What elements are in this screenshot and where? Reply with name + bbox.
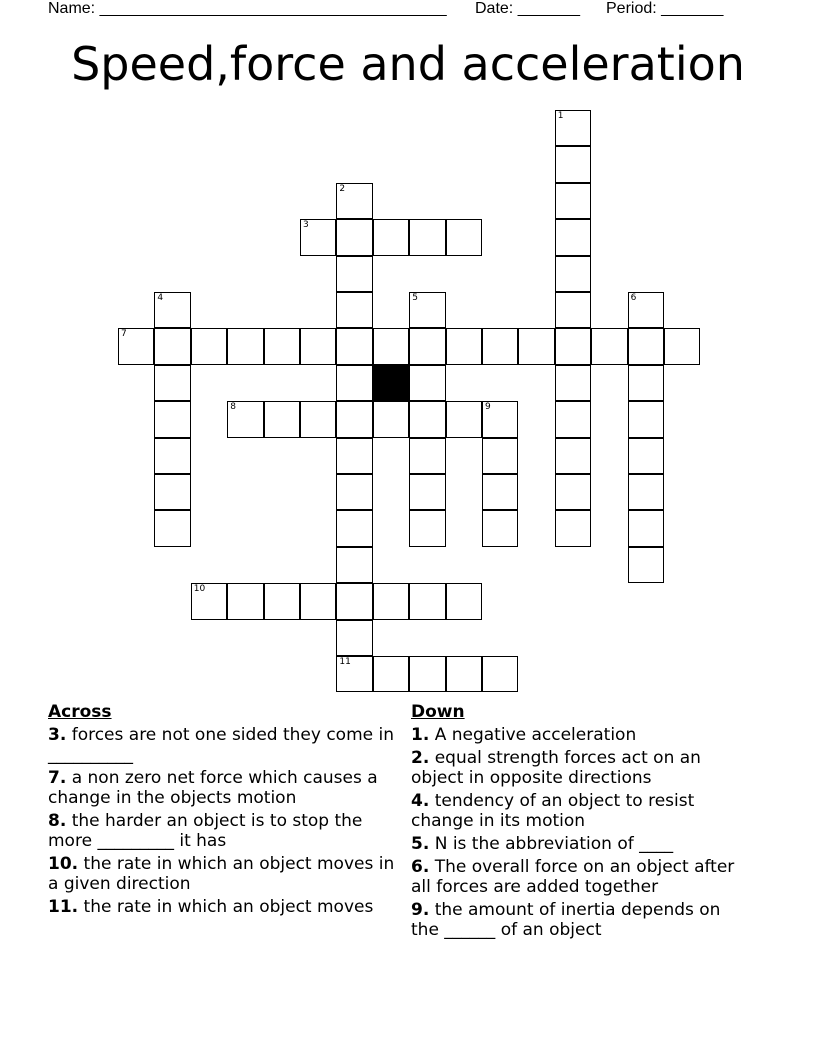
grid-cell[interactable] (446, 219, 482, 255)
grid-cell[interactable] (555, 219, 591, 255)
grid-cell[interactable] (154, 328, 190, 364)
grid-cell[interactable] (555, 401, 591, 437)
clue-text: forces are not one sided they come in __________ (48, 725, 395, 765)
grid-cell[interactable] (555, 365, 591, 401)
date-field[interactable]: Date: _______ (475, 0, 580, 17)
across-heading: Across (48, 702, 112, 722)
clue-text: N is the abbreviation of ____ (434, 834, 674, 854)
clue-text: A negative acceleration (434, 725, 637, 745)
grid-cell[interactable] (628, 365, 664, 401)
grid-cell[interactable] (591, 328, 627, 364)
grid-cell[interactable] (446, 656, 482, 692)
grid-cell[interactable] (336, 547, 372, 583)
grid-cell[interactable] (336, 256, 372, 292)
grid-cell[interactable] (264, 401, 300, 437)
grid-cell[interactable] (482, 401, 518, 437)
page-title: Speed,force and acceleration (71, 37, 745, 91)
clue-number: 11. (48, 897, 79, 917)
grid-cell[interactable] (555, 146, 591, 182)
grid-cell[interactable] (628, 292, 664, 328)
grid-cell[interactable] (555, 438, 591, 474)
clue-number-label: 9 (485, 402, 491, 413)
clue-item (411, 834, 751, 854)
grid-cell[interactable] (336, 620, 372, 656)
grid-cell[interactable] (409, 583, 445, 619)
black-cell (373, 365, 409, 401)
grid-cell[interactable] (628, 438, 664, 474)
grid-cell[interactable] (118, 328, 154, 364)
grid-cell[interactable] (628, 328, 664, 364)
clue-number: 4. (411, 791, 430, 811)
clue-item (411, 725, 751, 745)
clue-text: the rate in which an object moves in a given direction (48, 854, 395, 894)
grid-cell[interactable] (446, 401, 482, 437)
grid-cell[interactable] (446, 583, 482, 619)
clue-number-label: 8 (230, 402, 236, 413)
grid-cell[interactable] (409, 474, 445, 510)
grid-cell[interactable] (409, 656, 445, 692)
grid-cell[interactable] (555, 256, 591, 292)
grid-cell[interactable] (336, 219, 372, 255)
clue-number: 1. (411, 725, 430, 745)
grid-cell[interactable] (264, 583, 300, 619)
grid-cell[interactable] (555, 474, 591, 510)
clue-item (411, 900, 751, 940)
grid-cell[interactable] (154, 438, 190, 474)
clue-number-label: 4 (157, 293, 164, 303)
grid-cell[interactable] (300, 583, 336, 619)
grid-cell[interactable] (409, 292, 445, 328)
grid-cell[interactable] (264, 328, 300, 364)
clue-text: the rate in which an object moves (83, 897, 374, 917)
clue-text: the amount of inertia depends on the ______ of an object (411, 900, 721, 940)
clue-item (48, 725, 398, 765)
grid-cell[interactable] (446, 328, 482, 364)
grid-cell[interactable] (482, 656, 518, 692)
grid-cell[interactable] (555, 510, 591, 546)
grid-cell[interactable] (336, 510, 372, 546)
grid-cell[interactable] (336, 183, 372, 219)
grid-cell[interactable] (336, 328, 372, 364)
grid-cell[interactable] (300, 328, 336, 364)
grid-cell[interactable] (482, 474, 518, 510)
clue-number: 7. (48, 768, 67, 788)
grid-cell[interactable] (336, 583, 372, 619)
clue-text: the harder an object is to stop the more _________ it has (48, 811, 363, 851)
across-clues (48, 702, 398, 920)
clue-number: 5. (411, 834, 430, 854)
grid-cell[interactable] (336, 401, 372, 437)
clue-number-label: 3 (303, 220, 309, 231)
grid-cell[interactable] (628, 510, 664, 546)
grid-cell[interactable] (154, 474, 190, 510)
clue-text: The overall force on an object after all forces are added together (411, 857, 735, 897)
clue-number: 8. (48, 811, 67, 831)
clue-number-label: 6 (630, 293, 637, 303)
grid-cell[interactable] (300, 219, 336, 255)
clue-number-label: 11 (339, 657, 351, 667)
grid-cell[interactable] (336, 365, 372, 401)
grid-cell[interactable] (154, 510, 190, 546)
grid-cell[interactable] (154, 365, 190, 401)
clue-item (411, 748, 751, 788)
grid-cell[interactable] (409, 510, 445, 546)
grid-cell[interactable] (336, 656, 372, 692)
grid-cell[interactable] (409, 219, 445, 255)
grid-cell[interactable] (227, 328, 263, 364)
clue-item (48, 897, 398, 917)
grid-cell[interactable] (555, 183, 591, 219)
grid-cell[interactable] (409, 328, 445, 364)
grid-cell[interactable] (518, 328, 554, 364)
clue-number-label: 10 (193, 584, 206, 595)
clue-number: 10. (48, 854, 79, 874)
grid-cell[interactable] (409, 365, 445, 401)
clue-text: a non zero net force which causes a change in the objects motion (48, 768, 378, 808)
grid-cell[interactable] (373, 401, 409, 437)
grid-cell[interactable] (373, 583, 409, 619)
grid-cell[interactable] (336, 438, 372, 474)
clue-number: 6. (411, 857, 430, 877)
grid-cell[interactable] (555, 328, 591, 364)
clue-item (48, 768, 398, 808)
grid-cell[interactable] (300, 401, 336, 437)
clue-number-label: 2 (339, 183, 346, 194)
grid-cell[interactable] (628, 401, 664, 437)
grid-cell[interactable] (628, 547, 664, 583)
grid-cell[interactable] (482, 510, 518, 546)
down-clues (411, 702, 751, 943)
grid-cell[interactable] (191, 328, 227, 364)
grid-cell[interactable] (336, 292, 372, 328)
clue-number: 2. (411, 748, 430, 768)
clue-item (411, 791, 751, 831)
grid-cell[interactable] (664, 328, 700, 364)
clue-text: tendency of an object to resist change in its motion (411, 791, 695, 831)
grid-cell[interactable] (373, 219, 409, 255)
clue-number-label: 7 (121, 329, 127, 340)
grid-cell[interactable] (482, 328, 518, 364)
grid-cell[interactable] (191, 583, 227, 619)
clue-item (48, 811, 398, 851)
clue-number-label: 5 (412, 293, 418, 303)
grid-cell[interactable] (227, 401, 263, 437)
grid-cell[interactable] (336, 474, 372, 510)
grid-cell[interactable] (409, 401, 445, 437)
period-field[interactable]: Period: _______ (606, 0, 724, 17)
grid-cell[interactable] (373, 656, 409, 692)
clue-text: equal strength forces act on an object in opposite directions (411, 748, 701, 788)
grid-cell[interactable] (373, 328, 409, 364)
name-field[interactable]: Name: _______________________________________ (48, 0, 447, 17)
grid-cell[interactable] (555, 110, 591, 146)
grid-cell[interactable] (154, 292, 190, 328)
grid-cell[interactable] (482, 438, 518, 474)
clue-item (48, 854, 398, 894)
clue-item (411, 857, 751, 897)
grid-cell[interactable] (409, 438, 445, 474)
grid-cell[interactable] (154, 401, 190, 437)
grid-cell[interactable] (227, 583, 263, 619)
clue-number: 3. (48, 725, 67, 745)
grid-cell[interactable] (555, 292, 591, 328)
clue-number: 9. (411, 900, 430, 920)
down-heading: Down (411, 702, 465, 722)
clue-number-label: 1 (557, 111, 564, 121)
grid-cell[interactable] (628, 474, 664, 510)
